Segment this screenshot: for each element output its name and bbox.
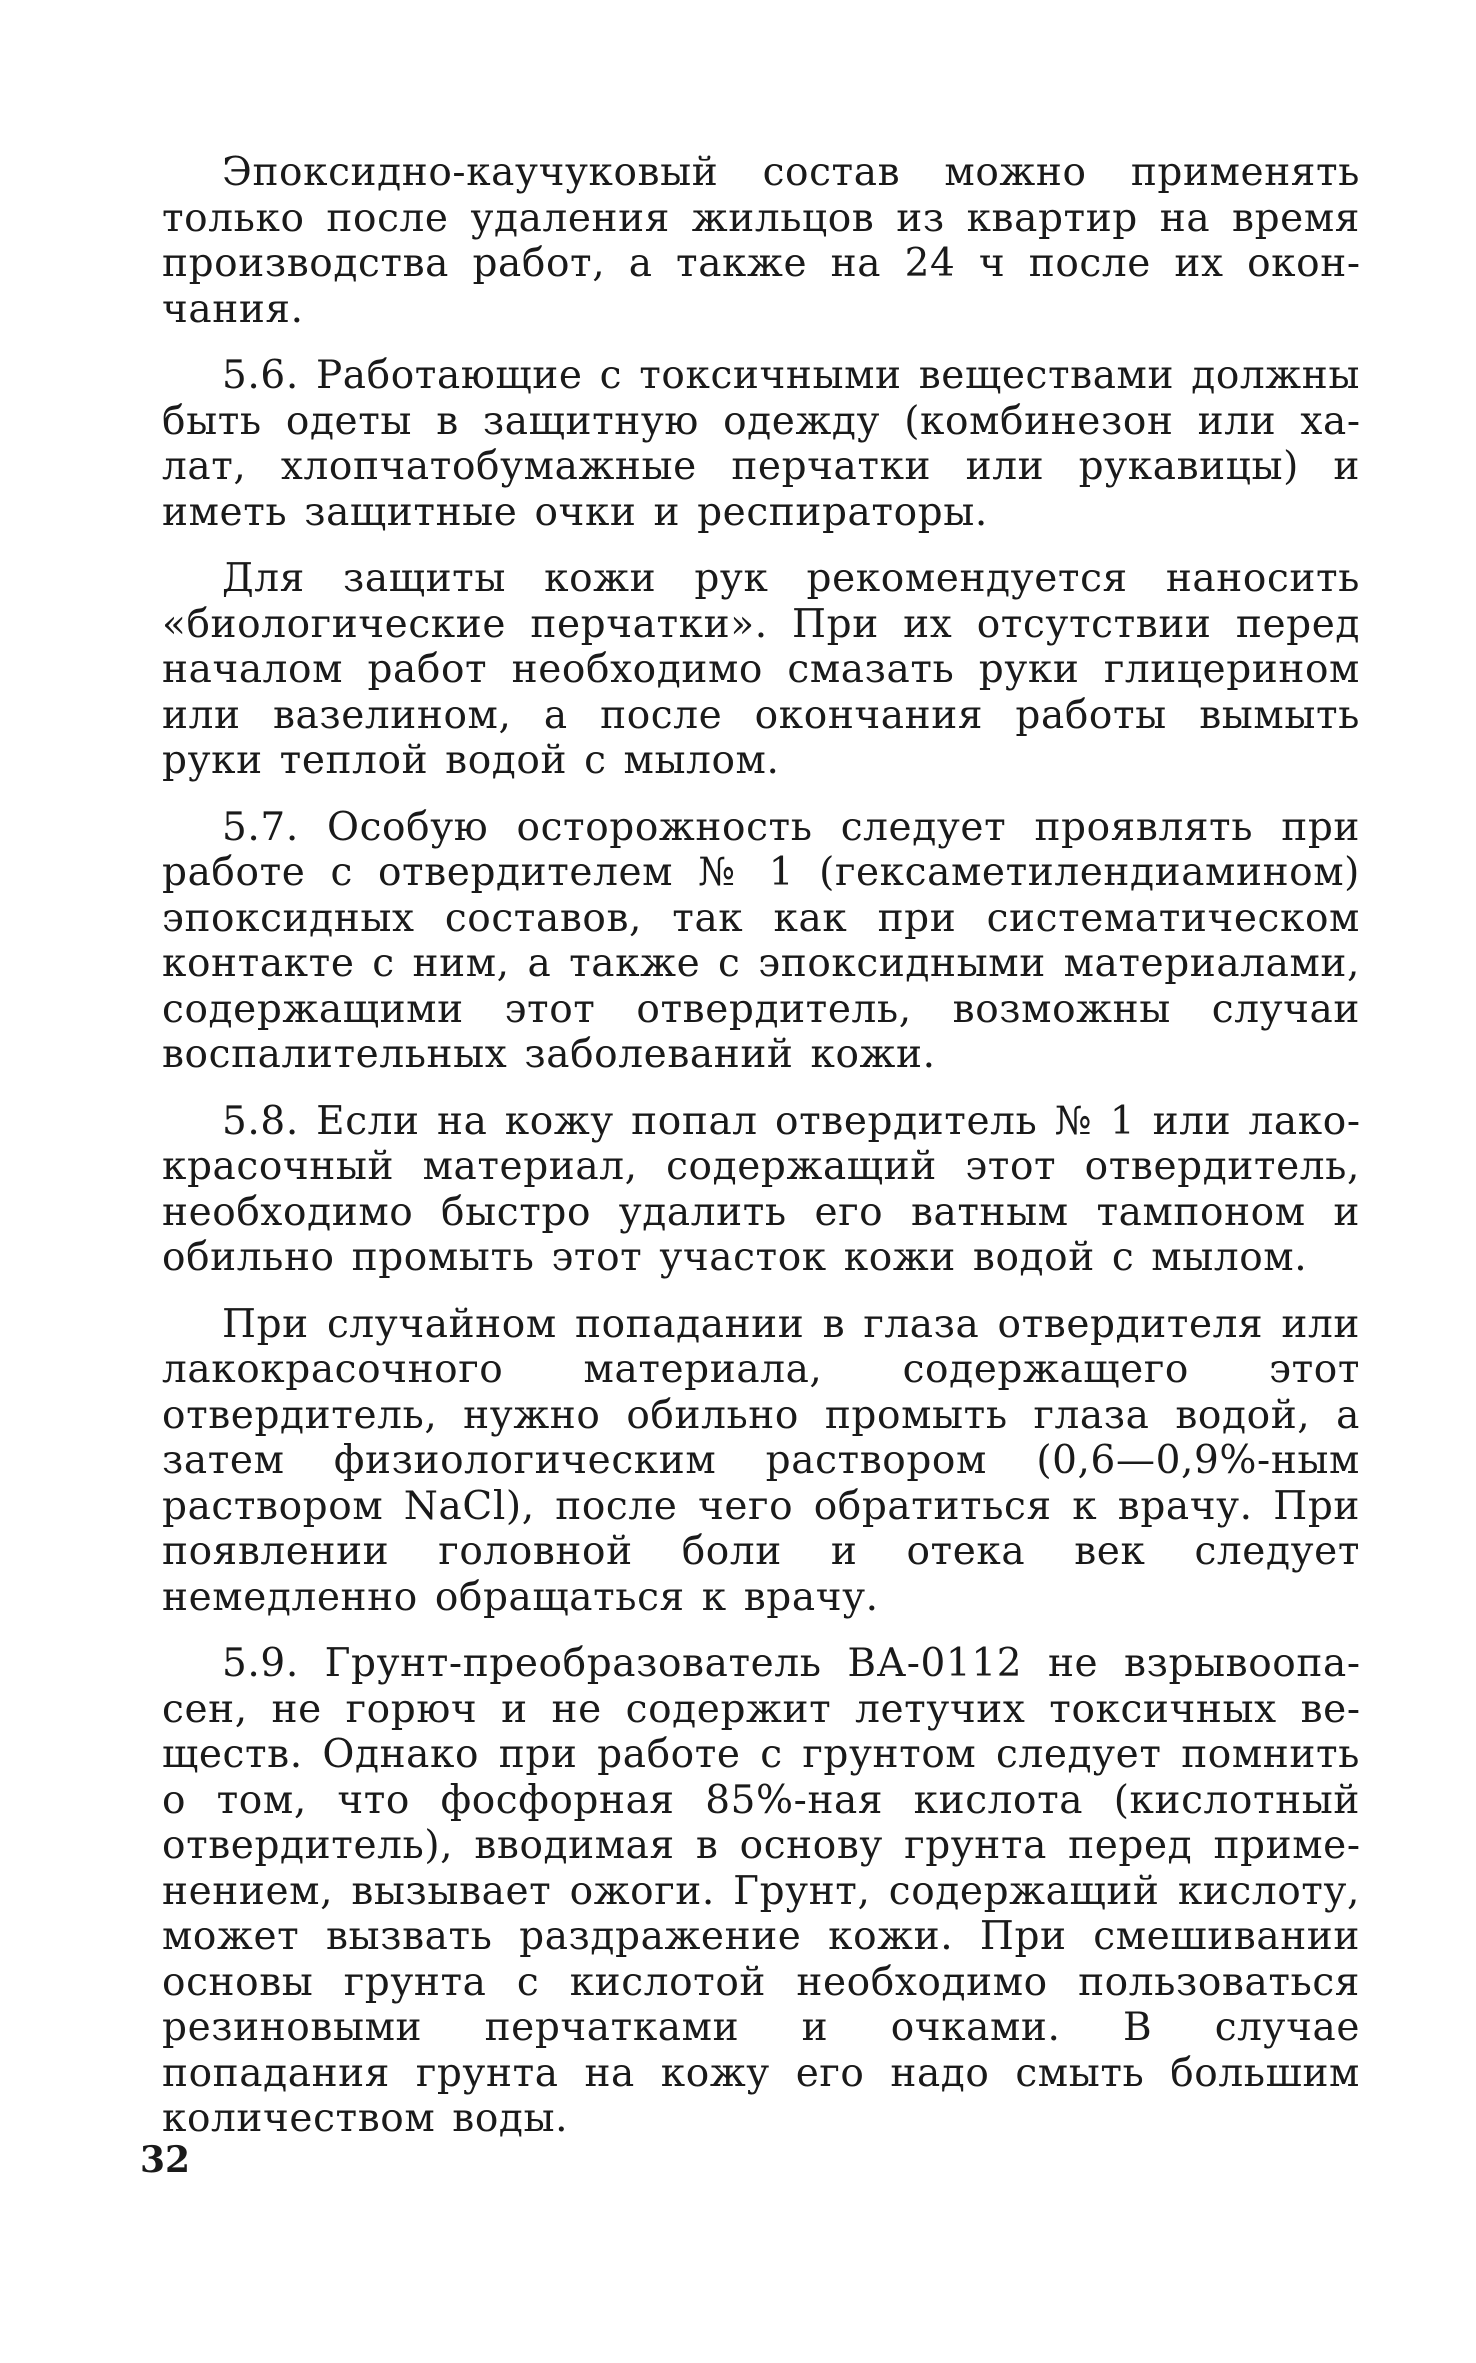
- page-number: 32: [140, 2139, 191, 2181]
- body-text: [162, 150, 1360, 2163]
- paragraph-epoxy-rubber: Эпоксидно-каучуковый состав можно применять только после удаления жильцов из квартир на время производства работ, а также на 24 ч после их окончания.: [162, 150, 1360, 332]
- paragraph-5-7: 5.7. Особую осторожность следует проявлять при работе с отвердителем № 1 (гексаметилендиамином) эпоксидных составов, так как при систематическом контакте с ним, а также с эпоксидными материалами, содержащими этот отвердитель, возможны случаи воспалительных заболеваний кожи.: [162, 804, 1360, 1077]
- paragraph-hand-protection: Для защиты кожи рук рекомендуется наносить «биологические перчатки». При их отсутствии перед началом работ необходимо смазать руки глицерином или вазелином, а после окончания работы вымыть руки теплой водой с мылом.: [162, 556, 1360, 783]
- paragraph-5-6: 5.6. Работающие с токсичными веществами должны быть одеты в защитную одежду (комбинезон или халат, хлопчатобумажные перчатки или рукавицы) и иметь защитные очки и респираторы.: [162, 353, 1360, 535]
- paragraph-5-8: 5.8. Если на кожу попал отвердитель № 1 или лакокрасочный материал, содержащий этот отвердитель, необходимо быстро удалить его ватным тампоном и обильно промыть этот участок кожи водой с мылом.: [162, 1098, 1360, 1280]
- paragraph-eye-contact: При случайном попадании в глаза отвердителя или лакокрасочного материала, содержащего этот отвердитель, нужно обильно промыть глаза водой, а затем физиологическим раствором (0,6—0,9%-ным раствором NaCl), после чего обратиться к врачу. При появлении головной боли и отека век следует немедленно обращаться к врачу.: [162, 1301, 1360, 1620]
- paragraph-5-9: 5.9. Грунт-преобразователь ВА-0112 не взрывоопасен, не горюч и не содержит летучих токсичных веществ. Однако при работе с грунтом следует помнить о том, что фосфорная 85%-ная кислота (кислотный отвердитель), вводимая в основу грунта перед применением, вызывает ожоги. Грунт, содержащий кислоту, может вызвать раздражение кожи. При смешивании основы грунта с кислотой необходимо пользоваться резиновыми перчатками и очками. В случае попадания грунта на кожу его надо смыть большим количеством воды.: [162, 1641, 1360, 2141]
